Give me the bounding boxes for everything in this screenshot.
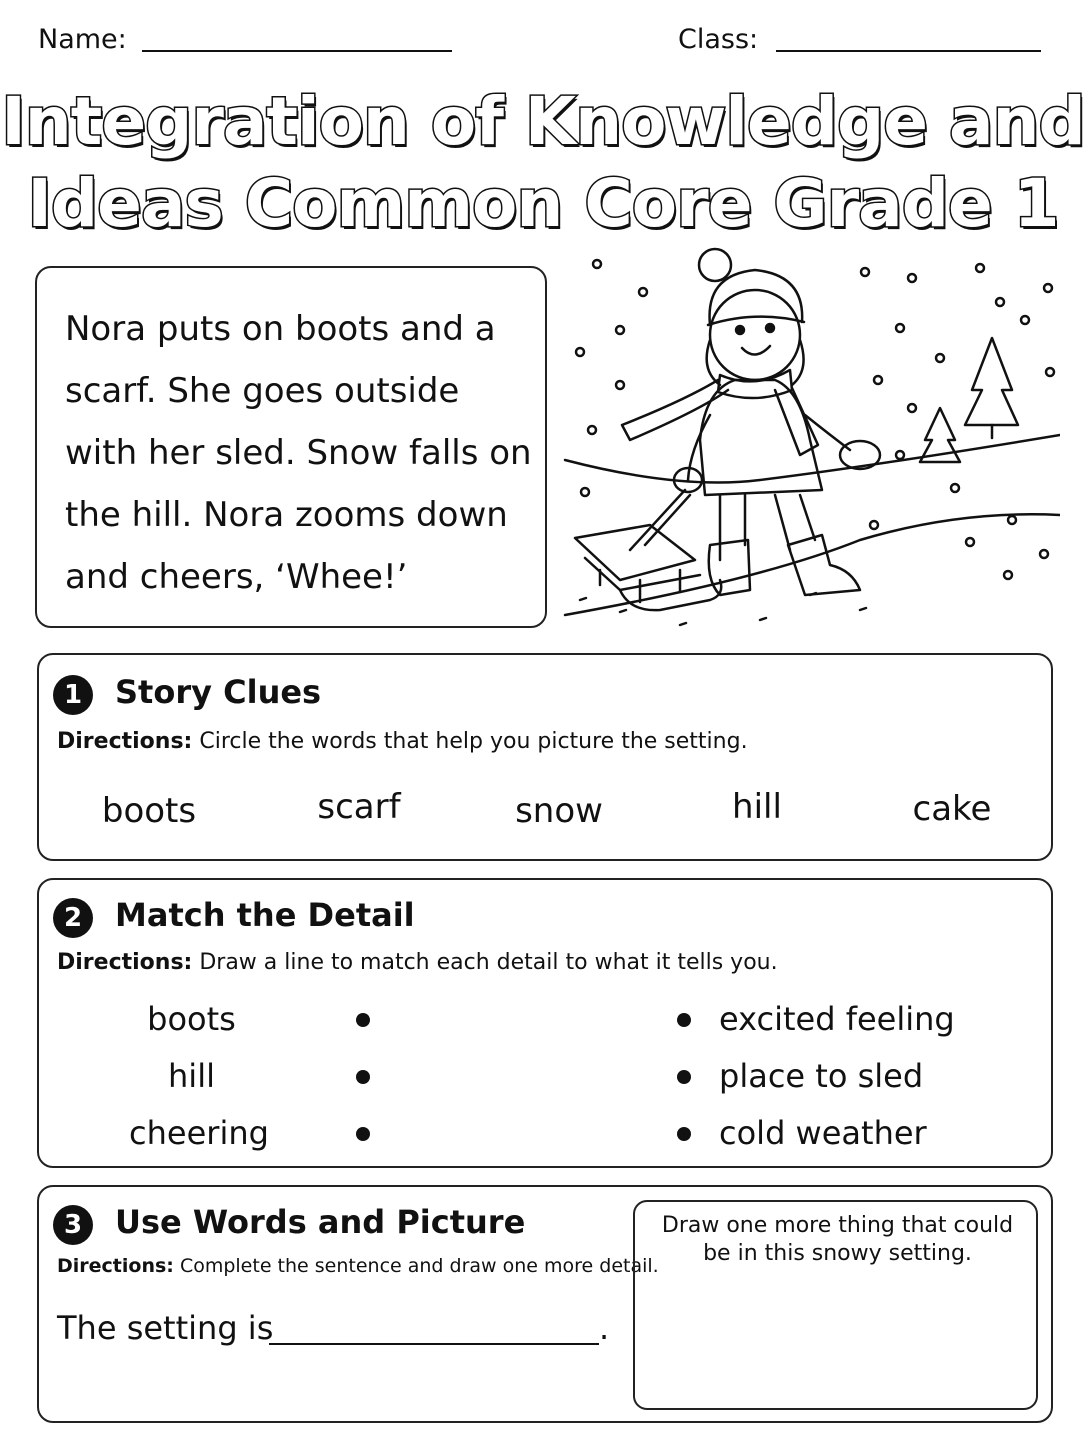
class-label: Class: — [678, 24, 759, 55]
directions — [57, 729, 748, 754]
class-line[interactable] — [776, 50, 1041, 52]
section-story-clues — [37, 653, 1053, 861]
word-choice[interactable]: hill — [732, 787, 782, 827]
drawing-area[interactable] — [633, 1200, 1038, 1410]
match-left-dot[interactable] — [356, 1013, 370, 1027]
section-title: Story Clues — [115, 673, 322, 711]
directions — [57, 950, 778, 975]
word-choice[interactable]: boots — [101, 791, 197, 831]
directions-label: Directions: — [57, 729, 193, 754]
section-title: Match the Detail — [115, 896, 415, 934]
sentence-start: The setting is — [57, 1309, 274, 1347]
section-number-2: 2 — [53, 898, 93, 938]
directions-label: Directions: — [57, 1255, 174, 1277]
match-right-item: cold weather — [719, 1114, 927, 1152]
directions-text: Complete the sentence and draw one more detail. — [179, 1255, 659, 1277]
section-match-the-detail — [37, 878, 1053, 1168]
story-box — [35, 266, 547, 628]
word-choice[interactable]: snow — [515, 791, 603, 831]
match-left-dot[interactable] — [356, 1070, 370, 1084]
match-right-dot[interactable] — [677, 1013, 691, 1027]
directions-text: Circle the words that help you picture the setting. — [199, 729, 748, 754]
section-title: Use Words and Picture — [115, 1203, 526, 1241]
girl-with-sled-illustration — [560, 240, 1060, 640]
section-number-3: 3 — [53, 1205, 93, 1245]
story-text: Nora puts on boots and a scarf. She goes outside with her sled. Snow falls on the hill. Nora zooms down and cheers, ‘Whee!’ — [65, 309, 532, 597]
word-choice[interactable]: cake — [912, 789, 992, 829]
sentence-end: . — [599, 1309, 610, 1347]
match-right-item: excited feeling — [719, 1000, 955, 1038]
match-left-item: cheering — [129, 1114, 269, 1152]
match-left-item: boots — [147, 1000, 236, 1038]
draw-prompt: Draw one more thing that could be in this snowy setting. — [661, 1213, 1014, 1266]
match-left-item: hill — [168, 1057, 215, 1095]
match-right-dot[interactable] — [677, 1070, 691, 1084]
directions-text: Draw a line to match each detail to what it tells you. — [199, 950, 778, 975]
name-label: Name: — [38, 24, 127, 55]
page-title-line-1: Integration of Knowledge and — [1, 83, 1085, 160]
match-left-dot[interactable] — [356, 1127, 370, 1141]
answer-line[interactable] — [269, 1343, 599, 1345]
name-line[interactable] — [142, 50, 452, 52]
page-title-line-2: Ideas Common Core Grade 1 — [27, 165, 1059, 242]
directions — [57, 1255, 659, 1277]
match-right-item: place to sled — [719, 1057, 924, 1095]
word-choice[interactable]: scarf — [317, 787, 401, 827]
section-number-1: 1 — [53, 675, 93, 715]
match-right-dot[interactable] — [677, 1127, 691, 1141]
directions-label: Directions: — [57, 950, 193, 975]
